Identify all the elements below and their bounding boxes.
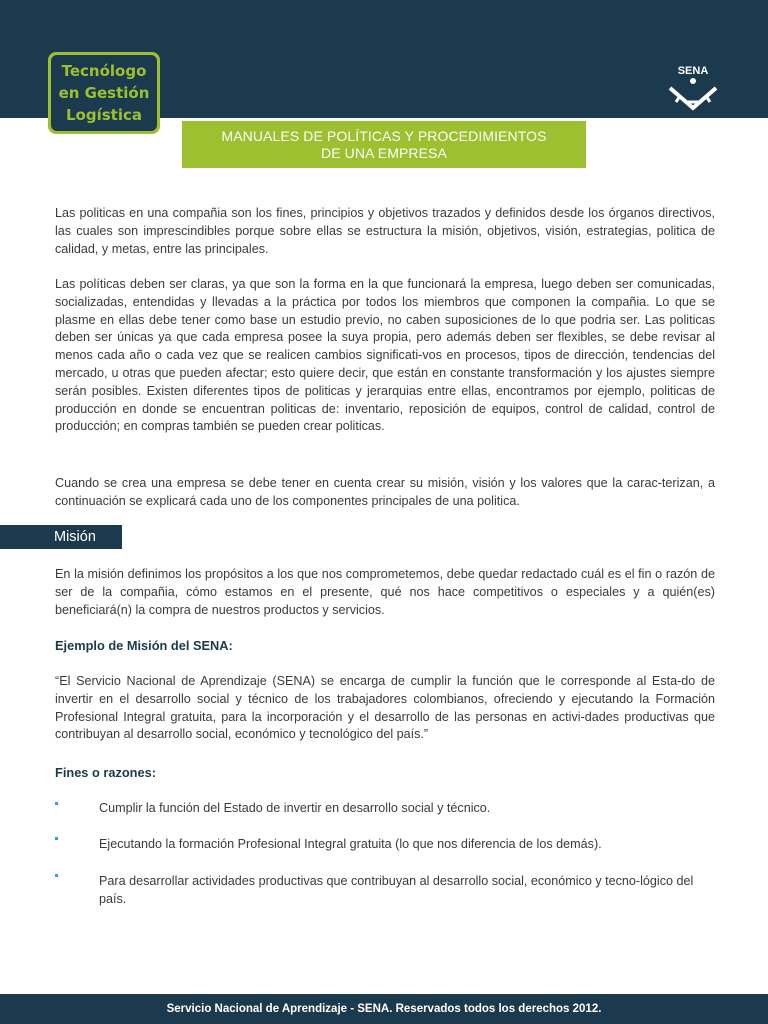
- tecnologo-logo: [48, 52, 160, 134]
- section-heading-mision: Misión: [0, 525, 122, 549]
- title-line-1: MANUALES DE POLÍTICAS Y PROCEDIMIENTOS: [221, 127, 547, 144]
- document-title: [182, 121, 586, 168]
- intro-paragraph-1: Las politicas en una compañia son los fines, principios y objetivos trazados y definidos desde los órganos directivos, las cuales son imprescindibles porque sobre ellas se estructura la misión, objetivos, visión, estrategias, politica de calidad, y metas, entre las principales.: [55, 206, 715, 256]
- intro-paragraph-2: Las políticas deben ser claras, ya que son la forma en la que funcionará la empresa, luego deben ser comunicadas, socializadas, entendidas y llevadas a la práctica por todos los miembros que componen la compañia. Lo que se plasme en ellas debe tener como base un estudio previo, no caben suposiciones de lo que podria ser. Las politicas deben ser únicas ya que cada empresa posee la suya propia, pero además deben ser flexibles, se debe revisar al menos cada año o cada vez que se realicen cambios significati-vos en procesos, tipos de dirección, tendencias del mercado, u otras que pueden afectar; esto quiere decir, que están en constante transformación y los ajustes siempre serán posibles. Existen diferentes tipos de politicas y jerarquias entre ellas, encontramos por ejemplo, politicas de producción en donde se encuentran politicas de: inventario, reposición de equipos, control de calidad, control de producción; en compras también se pueden crear politicas.: [55, 277, 715, 434]
- fines-heading: Fines o razones:: [55, 765, 156, 780]
- logo-line-3: Logística: [66, 106, 142, 124]
- mision-example-quote: “El Servicio Nacional de Aprendizaje (SENA) se encarga de cumplir la función que le corresponde al Esta-do de invertir en el desarrollo social y técnico de los trabajadores colombianos, ofreciendo y ejecutando la Formación Profesional Integral gratuita, para la incorporación y el desarrollo de las personas en activi-dades productivas que contribuyan al desarrollo social, económico y tecnológico del país.”: [55, 674, 715, 742]
- logo-line-1: Tecnólogo: [61, 62, 147, 80]
- fines-item-2: Ejecutando la formación Profesional Integral gratuita (lo que nos diferencia de los demás).: [99, 837, 602, 851]
- sena-logo-text: SENA: [677, 65, 709, 77]
- fines-item-1: Cumplir la función del Estado de invertir en desarrollo social y técnico.: [99, 801, 491, 815]
- example-heading: Ejemplo de Misión del SENA:: [55, 638, 233, 653]
- footer-copyright: Servicio Nacional de Aprendizaje - SENA. Reservados todos los derechos 2012.: [0, 994, 768, 1024]
- fines-item-3: Para desarrollar actividades productivas que contribuyan al desarrollo social, económico y tecno-lógico del país.: [99, 874, 694, 906]
- bullet-marker: [55, 837, 58, 840]
- mision-paragraph: En la misión definimos los propósitos a los que nos comprometemos, debe quedar redactado cuál es el fin o razón de ser de la compañia, cómo estamos en el presente, qué nos hace competitivos o especiales y a quién(es) beneficiará(n) la compra de nuestros productos y servicios.: [55, 567, 715, 617]
- logo-line-2: en Gestión: [58, 84, 150, 102]
- sena-logo: [664, 64, 722, 112]
- title-line-2: DE UNA EMPRESA: [321, 144, 447, 161]
- intro-paragraph-3: Cuando se crea una empresa se debe tener en cuenta crear su misión, visión y los valores que la carac-terizan, a continuación se explicará cada uno de los componentes principales de una politica.: [55, 476, 715, 508]
- bullet-marker: [55, 802, 58, 805]
- bullet-marker: [55, 874, 58, 877]
